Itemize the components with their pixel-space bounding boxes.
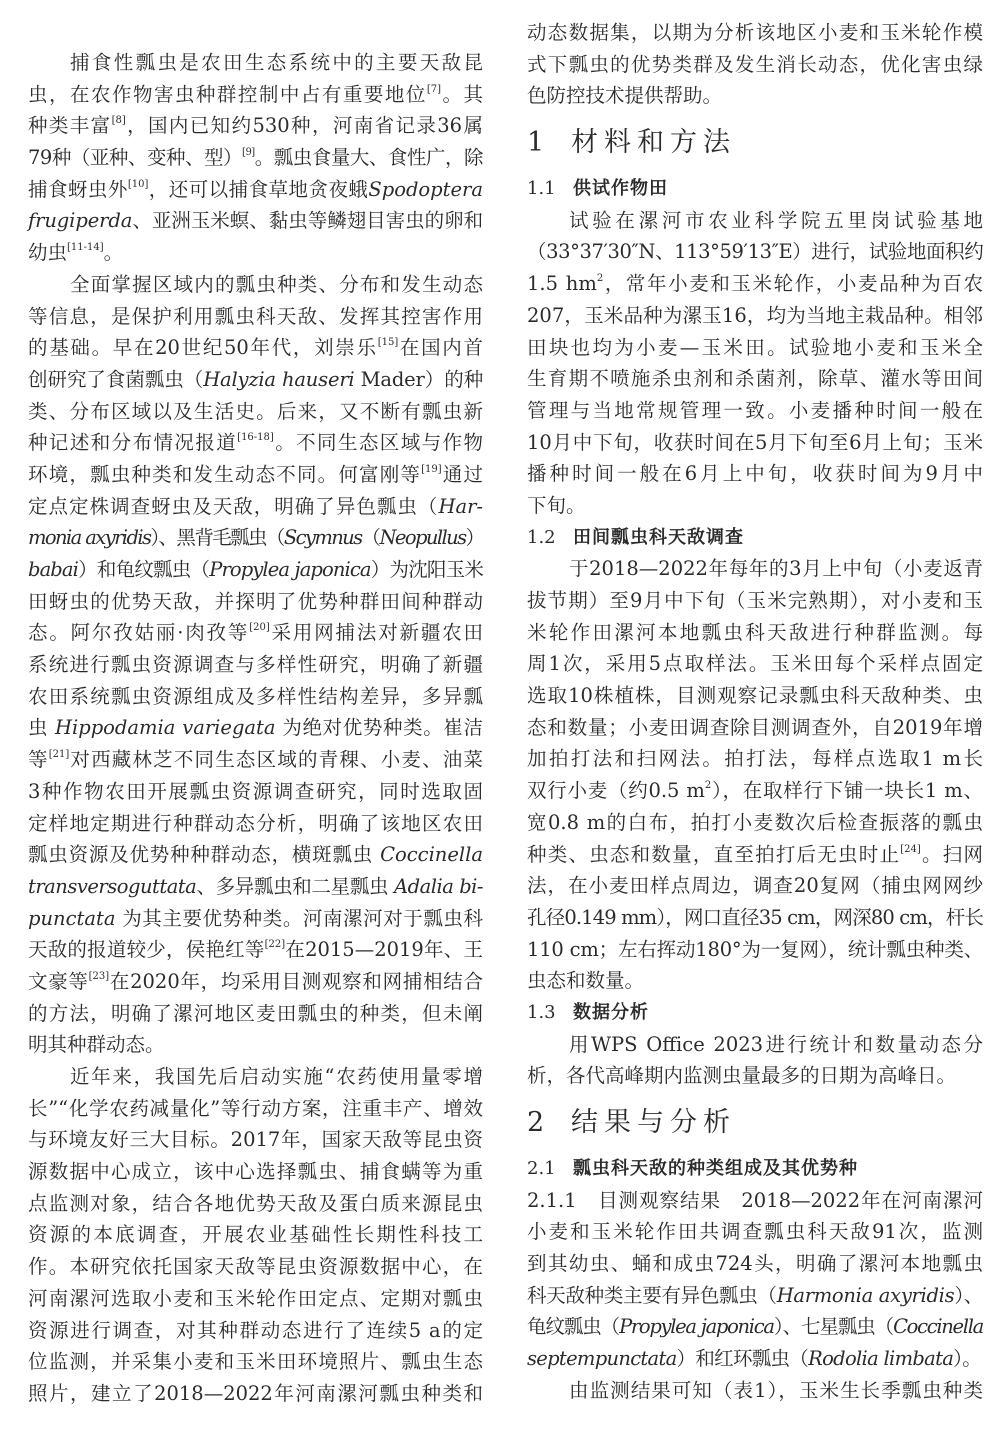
text-run: 试验在漯河市农业科学院五里岗试验基地 <box>569 208 983 232</box>
text-run: 2.1.1 目测观察结果 2018—2022年在河南漯河 <box>527 1188 983 1212</box>
text-line <box>28 998 483 1030</box>
text-run: 式下瓢虫的优势类群及发生消长动态，优化害虫绿 <box>527 52 983 76</box>
text-line <box>28 649 483 681</box>
section-number: 2.1 <box>527 1158 556 1179</box>
text-line <box>527 648 983 680</box>
citation-superscript: [15] <box>377 337 399 349</box>
text-run: ，还可以捕食草地贪夜蛾 <box>148 177 369 201</box>
text-run: 虫 <box>28 716 55 740</box>
text-line <box>28 1061 483 1093</box>
text-run: 的基础。早在20世纪50年代，刘崇乐 <box>28 336 378 360</box>
citation-superscript: [10] <box>127 178 149 190</box>
paragraph <box>527 1185 983 1375</box>
text-run: 79种（亚种、变种、型） <box>28 146 243 170</box>
text-run: 110 cm；左右挥动180°为一复网），统计瓢虫种类、 <box>527 937 983 961</box>
citation-superscript: [7] <box>426 83 441 95</box>
text-line <box>28 427 483 459</box>
text-run: 的方法，明确了漯河地区麦田瓢虫的种类，但未阐 <box>28 1001 483 1025</box>
citation-superscript: [8] <box>111 115 126 127</box>
text-run: ），在取样行下铺一块长1 m、 <box>711 779 983 803</box>
text-line <box>527 934 983 966</box>
text-run: 3种作物农田开展瓢虫资源调查研究，同时选取固 <box>28 779 483 803</box>
text-run: 种记述和分布情况报道 <box>28 431 238 455</box>
section-number: 1 <box>527 127 545 159</box>
text-line <box>527 1311 983 1343</box>
text-run: 幼虫 <box>28 241 68 265</box>
text-run: 通过 <box>441 462 483 486</box>
subsection-heading <box>527 997 983 1029</box>
text-line <box>28 364 483 396</box>
text-run: 田蚜虫的优势天敌，并探明了优势种群田间种群动 <box>28 589 483 613</box>
text-run: 位监测，并采集小麦和玉米田环境照片、瓢虫生态 <box>28 1350 483 1374</box>
text-run: 明其种群动态。 <box>28 1033 165 1057</box>
text-run: 为绝对优势种类。崔洁 <box>275 716 484 740</box>
species-name-italic: punctata <box>28 906 116 930</box>
citation-superscript: 2 <box>596 273 604 285</box>
text-line <box>28 396 483 428</box>
text-run: 播种时间一般在6月上中旬，收获时间为9月中 <box>527 462 983 486</box>
text-run: 资源进行调查，对其种群动态进行了连续5 a的定 <box>28 1318 483 1342</box>
text-line <box>28 174 483 206</box>
species-name-italic: Coccinella <box>893 1315 983 1339</box>
text-line <box>527 1248 983 1280</box>
text-line <box>28 1315 483 1347</box>
species-name-italic: Propylea japonica <box>619 1315 774 1339</box>
text-run: 析，各代高峰期内监测虫量最多的日期为高峰日。 <box>527 1064 957 1088</box>
species-name-italic: Rodolia limbata <box>808 1347 954 1371</box>
text-run: 等信息，是保护利用瓢虫科天敌、发挥其控害作用 <box>28 304 483 328</box>
text-line <box>28 301 483 333</box>
text-line <box>28 459 483 491</box>
text-run: （33°37′30″N、113°59′13″E）进行，试验地面积约 <box>527 240 984 264</box>
section-title: 田间瓢虫科天敌调查 <box>573 526 744 548</box>
text-line <box>527 268 983 300</box>
text-run: 全面掌握区域内的瓢虫种类、分布和发生动态 <box>70 272 483 296</box>
section-title: 数据分析 <box>573 1001 649 1023</box>
text-line <box>527 49 983 81</box>
text-run: 管理与当地常规管理一致。小麦播种时间一般在 <box>527 398 983 422</box>
text-run: 到其幼虫、蛹和成虫724头，明确了漯河本地瓢虫 <box>527 1252 983 1276</box>
text-line <box>28 110 483 142</box>
text-line <box>527 585 983 617</box>
text-line <box>527 363 983 395</box>
text-line <box>28 776 483 808</box>
text-line <box>28 1219 483 1251</box>
text-run: 下旬。 <box>527 493 586 517</box>
text-line <box>28 966 483 998</box>
text-run: 资源的本底调查，开展农业基础性长期性科技工 <box>28 1223 483 1247</box>
text-line <box>28 47 483 79</box>
text-run: 10月中下旬，收获时间在5月下旬至6月上旬；玉米 <box>527 430 983 454</box>
text-line <box>28 1251 483 1283</box>
text-run: 定样地定期进行种群动态分析，明确了该地区农田 <box>28 811 483 835</box>
species-name-italic: Halyzia hauseri <box>203 367 355 391</box>
paragraph <box>28 1061 483 1410</box>
paragraph <box>28 47 483 269</box>
text-line <box>527 1216 983 1248</box>
text-run: 为其主要优势种类。河南漯河对于瓢虫科 <box>115 906 483 930</box>
text-line <box>527 236 983 268</box>
text-line <box>28 237 483 269</box>
right-column <box>527 17 983 1407</box>
text-run: 于2018—2022年每年的3月上中旬（小麦返青 <box>569 557 983 581</box>
text-run: 色防控技术提供帮助。 <box>527 84 723 108</box>
text-run: 田块也均为小麦—玉米田。试验地小麦和玉米全 <box>527 335 983 359</box>
text-line <box>527 300 983 332</box>
species-name-italic: Propylea japonica <box>209 558 371 581</box>
text-run: 天敌的报道较少，侯艳红等 <box>28 938 265 962</box>
text-line <box>527 205 983 237</box>
text-line <box>28 554 483 586</box>
text-line <box>28 269 483 301</box>
section-heading <box>527 112 983 173</box>
text-line <box>527 490 983 522</box>
text-run: 态和数量；小麦田调查除目测调查外，自2019年增 <box>527 715 983 739</box>
text-run: 在国内首 <box>398 336 483 360</box>
text-run: 虫态和数量。 <box>527 969 645 993</box>
species-name-italic: Scymnus <box>283 526 362 550</box>
text-line <box>527 1185 983 1217</box>
text-line <box>527 965 983 997</box>
text-run: 。不同生态区域与作物 <box>273 431 483 455</box>
text-run: 河南漯河选取小麦和玉米轮作田定点、定期对瓢虫 <box>28 1286 483 1310</box>
text-run: 种类、虫态和数量，直至拍打后无虫时止 <box>527 842 901 866</box>
text-run: 点监测对象，结合各地优势天敌及蛋白质来源昆虫 <box>28 1191 483 1215</box>
text-run: ）为沈阳玉米 <box>370 558 483 581</box>
text-run: ） <box>465 526 484 550</box>
text-run: 孔径0.149 mm），网口直径35 cm，网深80 cm，杆长 <box>527 905 983 929</box>
text-line <box>527 553 983 585</box>
text-line <box>527 427 983 459</box>
text-run: （ <box>361 526 380 550</box>
text-line <box>28 712 483 744</box>
text-run: Mader）的种 <box>354 367 483 391</box>
text-run: 拔节期）至9月中下旬（玉米完熟期），对小麦和玉 <box>527 589 983 612</box>
species-name-italic: Adalia bi- <box>394 874 483 898</box>
text-run: 虫，在农作物害虫种群控制中占有重要地位 <box>28 82 427 106</box>
section-heading <box>527 1092 983 1153</box>
text-line <box>527 839 983 871</box>
text-run: 米轮作田漯河本地瓢虫科天敌进行种群监测。每 <box>527 620 983 644</box>
citation-superscript: [23] <box>88 970 110 982</box>
text-run: 农田系统瓢虫资源组成及多样性结构差异，多异瓢 <box>28 684 483 708</box>
text-run: 动态数据集，以期为分析该地区小麦和玉米轮作模 <box>527 21 983 44</box>
subsection-heading <box>527 1153 983 1185</box>
citation-superscript: [21] <box>48 749 70 761</box>
paragraph <box>527 1029 983 1092</box>
text-run: 。 <box>103 241 124 265</box>
text-run: 双行小麦（约0.5 m <box>527 779 705 803</box>
text-line <box>527 870 983 902</box>
text-run: ）、黑背毛瓢虫（ <box>150 526 284 550</box>
species-name-italic: Hippodamia variegata <box>54 716 276 740</box>
text-run: 宽0.8 m的白布，拍打小麦数次后检查振落的瓢虫 <box>527 810 983 834</box>
text-line <box>527 1029 983 1061</box>
citation-superscript: [16-18] <box>237 432 274 444</box>
paragraph <box>527 17 983 112</box>
species-name-italic: Harmonia axyridis <box>776 1283 955 1307</box>
section-number: 1.2 <box>527 526 556 548</box>
text-run: 周1次，采用5点取样法。玉米田每个采样点固定 <box>527 652 983 676</box>
text-line <box>28 491 483 523</box>
left-column <box>28 47 483 1410</box>
subsection-heading <box>527 173 983 205</box>
text-run: 种类丰富 <box>28 114 112 138</box>
section-title: 瓢虫科天敌的种类组成及其优势种 <box>573 1158 858 1179</box>
citation-superscript: [11-14] <box>67 242 104 254</box>
text-run: ，常年小麦和玉米轮作，小麦品种为百农 <box>603 272 983 296</box>
text-run: 态。阿尔孜姑丽·肉孜等 <box>28 621 250 645</box>
text-run: ）和龟纹瓢虫（ <box>77 558 210 581</box>
text-run: 在2020年，均采用目测观察和网捕相结合 <box>109 969 483 993</box>
paragraph <box>28 269 483 1061</box>
text-run: 法，在小麦田样点周边，调查20复网（捕虫网网纱 <box>527 874 983 898</box>
text-line <box>527 332 983 364</box>
text-run: ）。 <box>953 1347 981 1371</box>
text-run: ）和红环瓢虫（ <box>676 1347 809 1371</box>
text-run: 选取10株植株，目测观察记录瓢虫科天敌种类、虫 <box>527 684 983 708</box>
text-run: 类、分布区域以及生活史。后来，又不断有瓢虫新 <box>28 399 483 423</box>
text-line <box>28 839 483 871</box>
text-run: 创研究了食菌瓢虫（ <box>28 367 204 391</box>
species-name-italic: transversoguttata <box>28 874 197 898</box>
paragraph <box>527 553 983 997</box>
text-run: 与环境友好三大目标。2017年，国家天敌等昆虫资 <box>28 1128 483 1152</box>
text-run: ）、 <box>954 1283 983 1307</box>
text-run: 加拍打法和扫网法。拍打法，每样点选取1 m长 <box>527 747 983 771</box>
citation-superscript: [20] <box>249 622 270 634</box>
species-name-italic: Neopullus <box>379 526 466 550</box>
text-run: 系统进行瓢虫资源调查与多样性研究，明确了新疆 <box>28 653 483 677</box>
text-line <box>527 458 983 490</box>
text-run: 小麦和玉米轮作田共调查瓢虫科天敌91次，监测 <box>527 1220 983 1244</box>
text-line <box>28 522 483 554</box>
species-name-italic: Har- <box>438 494 483 518</box>
text-run: 对西藏林芝不同生态区域的青稞、小麦、油菜 <box>69 748 483 772</box>
text-line <box>28 681 483 713</box>
paragraph <box>527 1375 983 1407</box>
text-run: 、亚洲玉米螟、黏虫等鳞翅目害虫的卵和 <box>132 209 483 233</box>
text-line <box>28 1093 483 1125</box>
text-run: 1.5 hm <box>527 272 597 296</box>
citation-superscript: [24] <box>900 843 921 855</box>
citation-superscript: [22] <box>264 939 286 951</box>
citation-superscript: [9] <box>242 147 255 159</box>
text-line <box>28 1188 483 1220</box>
text-run: 作。本研究依托国家天敌等昆虫资源数据中心，在 <box>28 1255 483 1279</box>
section-number: 1.1 <box>527 178 556 200</box>
species-name-italic: babai <box>28 558 78 581</box>
text-line <box>527 617 983 649</box>
text-line <box>28 79 483 111</box>
section-title: 结果与分析 <box>571 1107 736 1138</box>
text-run: 定点定株调查蚜虫及天敌，明确了异色瓢虫（ <box>28 494 439 518</box>
text-run: 、多异瓢虫和二星瓢虫 <box>196 874 395 898</box>
text-line <box>527 712 983 744</box>
text-run: 照片，建立了2018—2022年河南漯河瓢虫种类和 <box>28 1381 483 1405</box>
text-run: 近年来，我国先后启动实施“农药使用量零增 <box>70 1065 483 1088</box>
text-line <box>28 1124 483 1156</box>
text-line <box>527 1060 983 1092</box>
text-line <box>28 871 483 903</box>
paragraph <box>527 205 983 522</box>
text-line <box>28 903 483 935</box>
text-run: 。其 <box>441 82 483 106</box>
text-line <box>28 332 483 364</box>
species-name-italic: monia axyridis <box>28 526 151 550</box>
text-line <box>28 205 483 237</box>
text-run: 龟纹瓢虫（ <box>527 1315 620 1339</box>
species-name-italic: frugiperda <box>28 209 133 233</box>
text-line <box>28 744 483 776</box>
text-line <box>527 807 983 839</box>
text-line <box>28 1346 483 1378</box>
text-run: 长”“化学农药减量化”等行动方案，注重丰产、增效 <box>28 1096 483 1120</box>
text-line <box>28 934 483 966</box>
text-line <box>28 1029 483 1061</box>
text-run: 科天敌种类主要有异色瓢虫（ <box>527 1283 777 1307</box>
text-line <box>527 902 983 934</box>
subsection-heading <box>527 522 983 554</box>
text-run: ）、七星瓢虫（ <box>773 1315 894 1339</box>
text-run: 瓢虫资源及优势种种群动态，横斑瓢虫 <box>28 843 381 867</box>
species-name-italic: septempunctata <box>527 1347 677 1371</box>
text-line <box>28 808 483 840</box>
text-run: 文豪等 <box>28 969 89 993</box>
text-line <box>28 617 483 649</box>
citation-superscript: [19] <box>421 463 442 475</box>
section-title: 供试作物田 <box>573 178 668 200</box>
text-run: 。扫网 <box>920 842 983 866</box>
text-run: 等 <box>28 748 49 772</box>
text-run: 源数据中心成立，该中心选择瓢虫、捕食螨等为重 <box>28 1160 483 1184</box>
text-line <box>527 395 983 427</box>
text-run: ，国内已知约530种，河南省记录36属 <box>125 114 483 138</box>
text-line <box>527 1280 983 1312</box>
citation-superscript: 2 <box>704 780 712 792</box>
text-line <box>28 142 483 174</box>
text-run: 。瓢虫食量大、食性广，除 <box>254 146 483 170</box>
text-line <box>527 80 983 112</box>
section-number: 2 <box>527 1107 545 1138</box>
text-line <box>527 680 983 712</box>
text-line <box>28 1378 483 1410</box>
text-run: 环境，瓢虫种类和发生动态不同。何富刚等 <box>28 462 422 486</box>
text-line <box>28 1283 483 1315</box>
text-run: 207，玉米品种为漯玉16，均为当地主栽品种。相邻 <box>527 303 983 327</box>
text-run: 在2015—2019年、王 <box>285 938 483 962</box>
text-run: 生育期不喷施杀虫剂和杀菌剂，除草、灌水等田间 <box>527 367 983 391</box>
section-title: 材料和方法 <box>571 127 736 159</box>
species-name-italic: Spodoptera <box>368 177 483 201</box>
text-line <box>527 1343 983 1375</box>
text-line <box>527 743 983 775</box>
section-number: 1.3 <box>527 1001 556 1023</box>
text-line <box>28 586 483 618</box>
species-name-italic: Coccinella <box>380 843 483 867</box>
text-run: 捕食蚜虫外 <box>28 177 128 201</box>
text-run: 由监测结果可知（表1），玉米生长季瓢虫种类 <box>569 1378 983 1402</box>
text-run: 用WPS Office 2023进行统计和数量动态分 <box>569 1032 983 1056</box>
text-line <box>28 1156 483 1188</box>
text-run: 捕食性瓢虫是农田生态系统中的主要天敌昆 <box>70 51 483 74</box>
text-line <box>527 775 983 807</box>
text-line <box>527 17 983 49</box>
text-line <box>527 1375 983 1407</box>
text-run: 采用网捕法对新疆农田 <box>269 621 483 645</box>
